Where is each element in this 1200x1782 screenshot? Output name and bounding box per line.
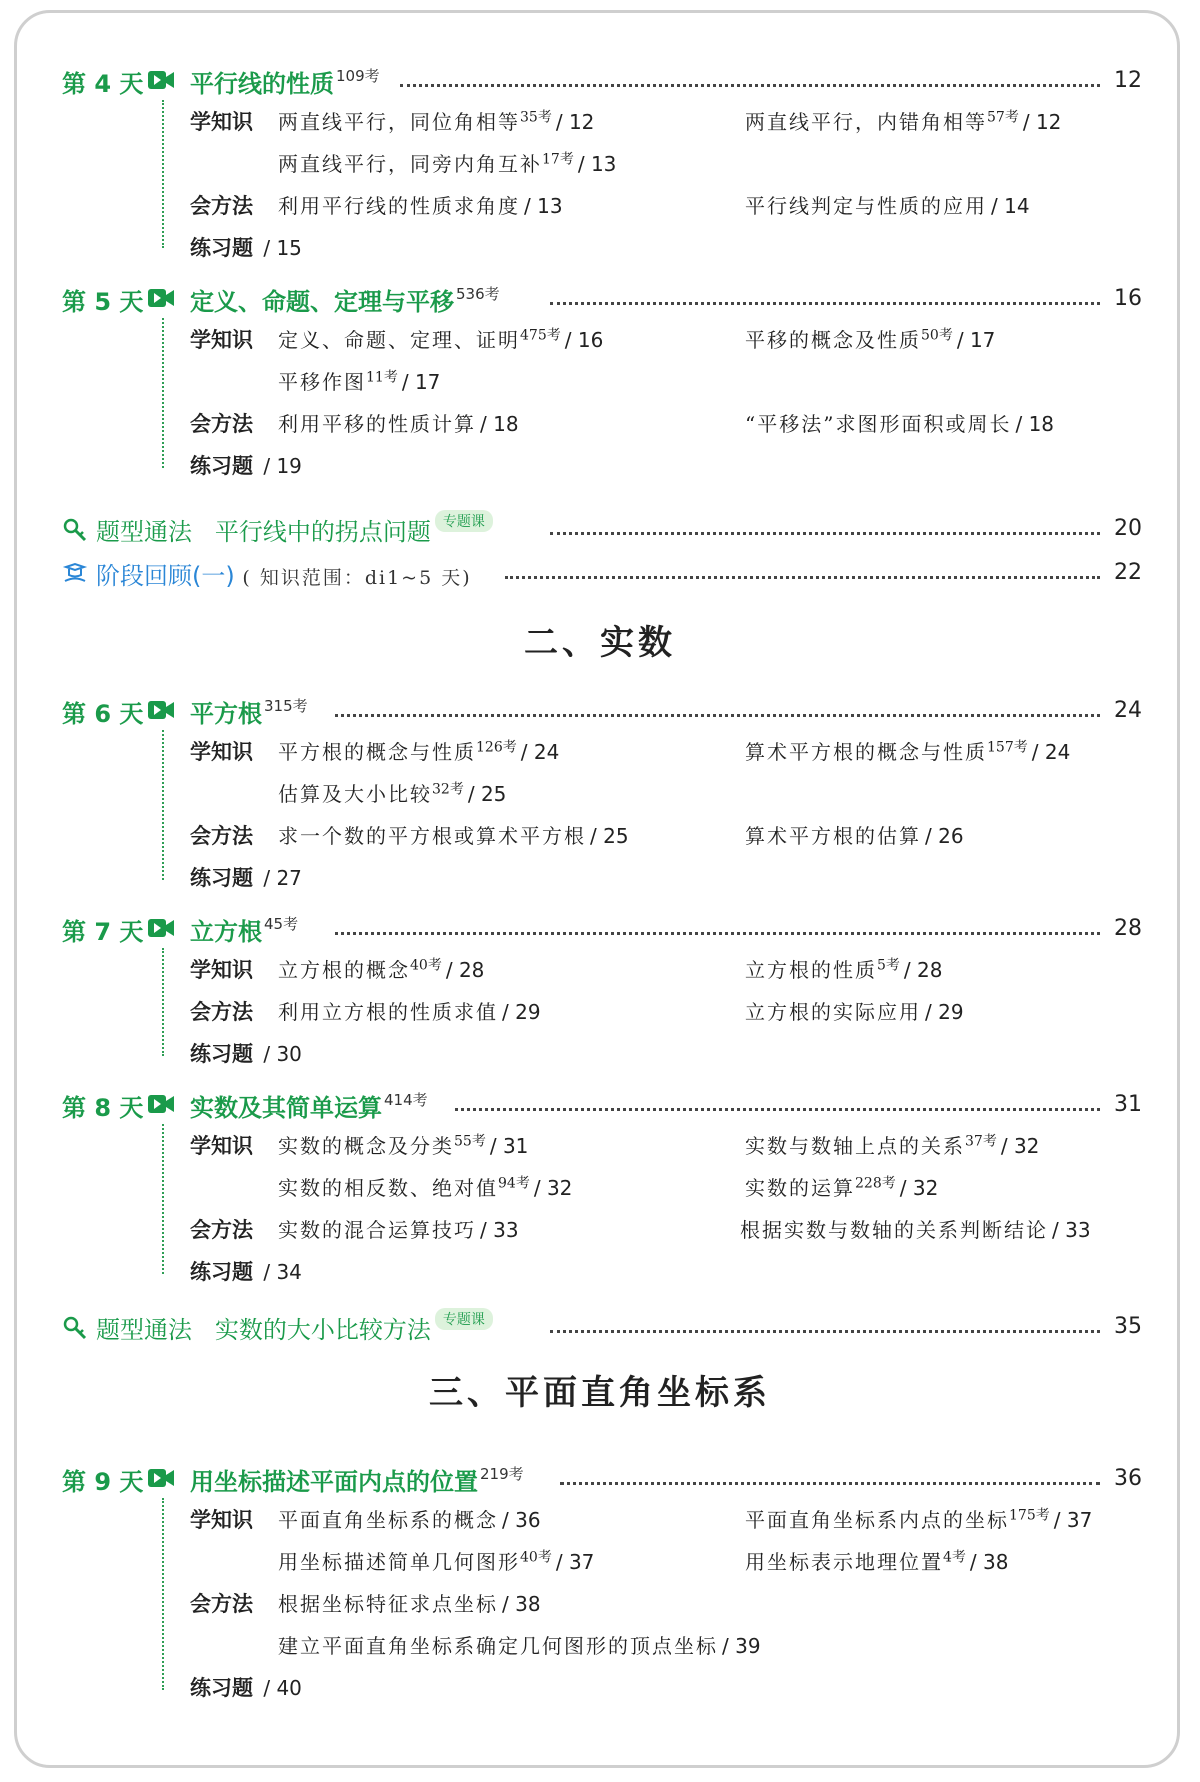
magnifier-icon xyxy=(62,1315,88,1341)
page-number: 24 xyxy=(1114,698,1142,723)
topic-item[interactable]: 实数与数轴上点的关系$^{37考}$ / 32 xyxy=(745,1133,1040,1158)
day-title: 用坐标描述平面内点的位置 $^{219考}$ xyxy=(190,1465,524,1496)
practice-label: 练习题 / 19 xyxy=(190,454,302,478)
method-item[interactable]: 利用平行线的性质求角度 / 13 xyxy=(278,194,563,218)
day-title: 实数及其简单运算 $^{414考}$ xyxy=(190,1091,428,1122)
practice-label: 练习题 / 40 xyxy=(190,1676,302,1700)
page-number: 28 xyxy=(1114,916,1142,941)
topic-item[interactable]: 两直线平行，内错角相等$^{57考}$ / 12 xyxy=(745,109,1062,134)
practice-label: 练习题 / 15 xyxy=(190,236,302,260)
topic-item[interactable]: 估算及大小比较$^{32考}$ / 25 xyxy=(278,781,507,806)
dot-leader xyxy=(335,932,1100,935)
section-heading: 三、平面直角坐标系 xyxy=(429,1373,771,1413)
day-label: 第 4 天 xyxy=(62,70,144,98)
practice-row[interactable] xyxy=(0,1250,1200,1292)
learn-row xyxy=(0,360,1200,402)
topic-item[interactable]: 立方根的性质$^{5考}$ / 28 xyxy=(745,957,943,982)
learn-label: 学知识 xyxy=(190,958,253,982)
practice-row[interactable] xyxy=(0,226,1200,268)
topic-item[interactable]: 平移的概念及性质$^{50考}$ / 17 xyxy=(745,327,996,352)
topic-item[interactable]: 平方根的概念与性质$^{126考}$ / 24 xyxy=(278,739,560,764)
learn-row xyxy=(0,1166,1200,1208)
learn-label: 学知识 xyxy=(190,110,253,134)
video-icon xyxy=(147,69,175,91)
page-number: 22 xyxy=(1114,560,1142,585)
method-row xyxy=(0,1582,1200,1624)
method-label: 会方法 xyxy=(190,1592,253,1616)
method-label: 会方法 xyxy=(190,824,253,848)
method-row xyxy=(0,184,1200,226)
page-number: 36 xyxy=(1114,1466,1142,1491)
day-label: 第 6 天 xyxy=(62,700,144,728)
dot-leader xyxy=(505,576,1100,579)
toc-day-5[interactable] xyxy=(0,278,1200,320)
page-number: 31 xyxy=(1114,1092,1142,1117)
method-label: 会方法 xyxy=(190,1218,253,1242)
video-icon xyxy=(147,1467,175,1489)
method-item[interactable]: 立方根的实际应用 / 29 xyxy=(745,1000,964,1024)
practice-row[interactable] xyxy=(0,856,1200,898)
learn-row xyxy=(0,1498,1200,1540)
video-icon xyxy=(147,1093,175,1115)
method-item[interactable]: 实数的混合运算技巧 / 33 xyxy=(278,1218,519,1242)
special-tag: 专题课 xyxy=(435,510,493,532)
learn-label: 学知识 xyxy=(190,1508,253,1532)
toc-day-4[interactable] xyxy=(0,60,1200,102)
learn-row xyxy=(0,948,1200,990)
method-item[interactable]: 建立平面直角坐标系确定几何图形的顶点坐标 / 39 xyxy=(278,1634,761,1658)
method-item[interactable]: 利用立方根的性质求值 / 29 xyxy=(278,1000,541,1024)
learn-row xyxy=(0,318,1200,360)
topic-item[interactable]: 实数的运算$^{228考}$ / 32 xyxy=(745,1175,939,1200)
day-title: 立方根 $^{45考}$ xyxy=(190,915,299,946)
learn-row xyxy=(0,730,1200,772)
learn-row xyxy=(0,772,1200,814)
method-row xyxy=(0,1624,1200,1666)
day-label: 第 7 天 xyxy=(62,918,144,946)
practice-row[interactable] xyxy=(0,444,1200,486)
day-title: 平方根 $^{315考}$ xyxy=(190,697,308,728)
method-item[interactable]: 求一个数的平方根或算术平方根 / 25 xyxy=(278,824,629,848)
method-item[interactable]: 算术平方根的估算 / 26 xyxy=(745,824,964,848)
method-row xyxy=(0,814,1200,856)
dot-leader xyxy=(550,302,1100,305)
page-number: 20 xyxy=(1114,516,1142,541)
magnifier-icon xyxy=(62,517,88,543)
learn-row xyxy=(0,142,1200,184)
toc-special-lesson[interactable] xyxy=(0,508,1200,550)
practice-label: 练习题 / 27 xyxy=(190,866,302,890)
day-label: 第 9 天 xyxy=(62,1468,144,1496)
topic-item[interactable]: 用坐标描述简单几何图形$^{40考}$ / 37 xyxy=(278,1549,595,1574)
dot-leader xyxy=(550,1330,1100,1333)
learn-label: 学知识 xyxy=(190,328,253,352)
practice-row[interactable] xyxy=(0,1666,1200,1708)
toc-day-7[interactable] xyxy=(0,908,1200,950)
method-item[interactable]: 根据实数与数轴的关系判断结论 / 33 xyxy=(740,1218,1091,1242)
page-number: 16 xyxy=(1114,286,1142,311)
topic-item[interactable]: 平面直角坐标系内点的坐标$^{175考}$ / 37 xyxy=(745,1507,1093,1532)
day-label: 第 8 天 xyxy=(62,1094,144,1122)
day-title: 平行线的性质 $^{109考}$ xyxy=(190,67,380,98)
topic-item[interactable]: 两直线平行，同旁内角互补$^{17考}$ / 13 xyxy=(278,151,617,176)
dot-leader xyxy=(400,84,1100,87)
method-label: 会方法 xyxy=(190,412,253,436)
method-label: 会方法 xyxy=(190,1000,253,1024)
toc-stage-review[interactable] xyxy=(0,552,1200,594)
topic-item[interactable]: 立方根的概念$^{40考}$ / 28 xyxy=(278,957,485,982)
day-title: 定义、命题、定理与平移 $^{536考}$ xyxy=(190,285,500,316)
section-heading: 二、实数 xyxy=(524,623,676,663)
method-item[interactable]: 平行线判定与性质的应用 / 14 xyxy=(745,194,1030,218)
topic-item[interactable]: 平面直角坐标系的概念 / 36 xyxy=(278,1508,541,1532)
method-item[interactable]: “平移法”求图形面积或周长 / 18 xyxy=(745,412,1055,436)
method-label: 会方法 xyxy=(190,194,253,218)
dot-leader xyxy=(335,714,1100,717)
day-label: 第 5 天 xyxy=(62,288,144,316)
practice-label: 练习题 / 34 xyxy=(190,1260,302,1284)
topic-item[interactable]: 两直线平行，同位角相等$^{35考}$ / 12 xyxy=(278,109,595,134)
page-number: 35 xyxy=(1114,1314,1142,1339)
video-icon xyxy=(147,699,175,721)
method-row xyxy=(0,402,1200,444)
learn-row xyxy=(0,100,1200,142)
topic-item[interactable]: 实数的概念及分类$^{55考}$ / 31 xyxy=(278,1133,529,1158)
special-title: 题型通法 平行线中的拐点问题 专题课 xyxy=(62,512,493,547)
toc-special-lesson[interactable] xyxy=(0,1306,1200,1348)
dot-leader xyxy=(560,1482,1100,1485)
method-row xyxy=(0,990,1200,1032)
special-tag: 专题课 xyxy=(435,1308,493,1330)
dot-leader xyxy=(455,1108,1100,1111)
video-icon xyxy=(147,287,175,309)
review-icon xyxy=(62,561,88,587)
topic-item[interactable]: 用坐标表示地理位置$^{4考}$ / 38 xyxy=(745,1549,1009,1574)
toc-day-6[interactable] xyxy=(0,690,1200,732)
topic-item[interactable]: 定义、命题、定理、证明$^{475考}$ / 16 xyxy=(278,327,604,352)
special-title: 题型通法 实数的大小比较方法 专题课 xyxy=(62,1310,493,1345)
learn-label: 学知识 xyxy=(190,740,253,764)
method-row xyxy=(0,1208,1200,1250)
learn-row xyxy=(0,1124,1200,1166)
practice-row[interactable] xyxy=(0,1032,1200,1074)
learn-row xyxy=(0,1540,1200,1582)
toc-day-9[interactable] xyxy=(0,1458,1200,1500)
practice-label: 练习题 / 30 xyxy=(190,1042,302,1066)
review-title: 阶段回顾(一) ( 知识范围：di1~5 天) xyxy=(62,556,472,591)
toc-day-8[interactable] xyxy=(0,1084,1200,1126)
topic-item[interactable]: 平移作图$^{11考}$ / 17 xyxy=(278,369,441,394)
topic-item[interactable]: 实数的相反数、绝对值$^{94考}$ / 32 xyxy=(278,1175,573,1200)
video-icon xyxy=(147,917,175,939)
method-item[interactable]: 根据坐标特征求点坐标 / 38 xyxy=(278,1592,541,1616)
page-number: 12 xyxy=(1114,68,1142,93)
learn-label: 学知识 xyxy=(190,1134,253,1158)
dot-leader xyxy=(550,532,1100,535)
method-item[interactable]: 利用平移的性质计算 / 18 xyxy=(278,412,519,436)
topic-item[interactable]: 算术平方根的概念与性质$^{157考}$ / 24 xyxy=(745,739,1071,764)
